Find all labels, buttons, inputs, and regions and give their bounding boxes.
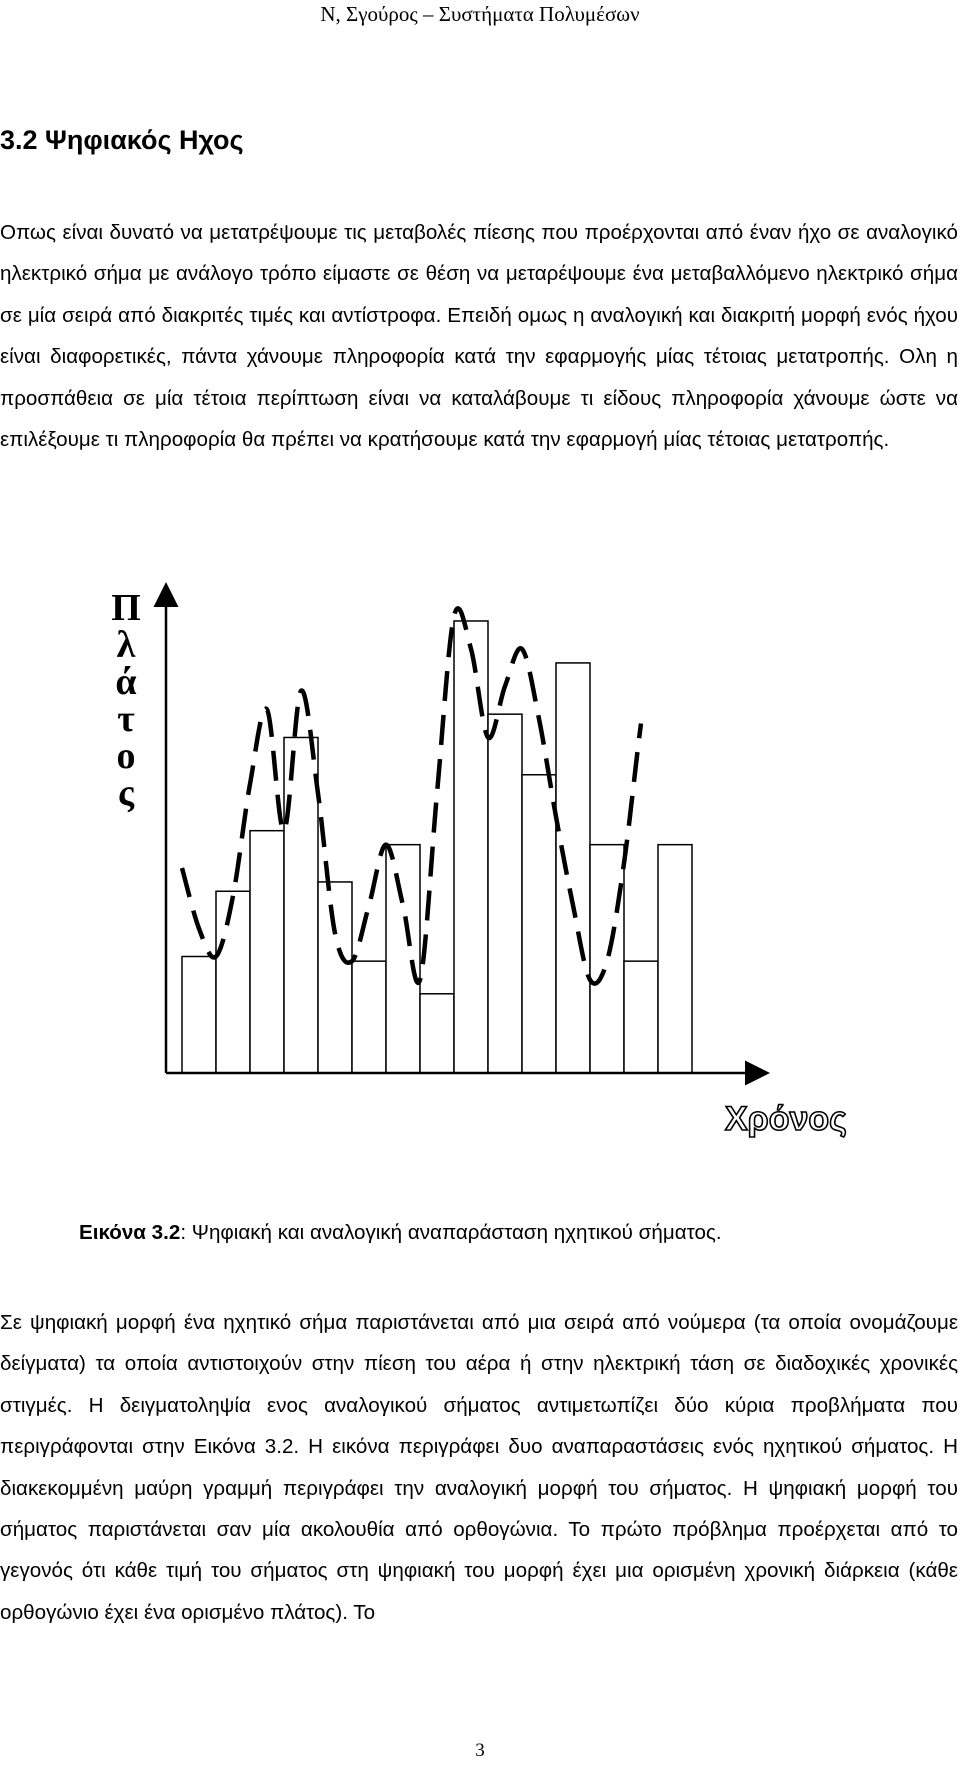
sample-bar-15 <box>658 845 692 1073</box>
sample-bar-2 <box>216 891 250 1073</box>
x-axis-label: Χρόνος <box>725 1100 847 1138</box>
sample-bar-7 <box>386 845 420 1073</box>
sampling-figure <box>0 580 960 1140</box>
caption-text: : Ψηφιακή και αναλογική αναπαράσταση ηχητικού σήματος. <box>180 1221 722 1244</box>
figure-caption <box>79 1221 722 1245</box>
sample-bar-5 <box>318 882 352 1073</box>
sample-bar-14 <box>624 961 658 1073</box>
sample-bar-11 <box>522 775 556 1073</box>
section-heading: 3.2 Ψηφιακός Ηχος <box>0 125 244 155</box>
body-paragraph: Σε ψηφιακή μορφή ένα ηχητικό σήμα παριστάνεται από μια σειρά από νούμερα (τα οποία ονομάζουμε δείγματα) τα οποία αντιστοιχούν στην πίεση του αέρα ή στην ηλεκτρική τάση σε διαδοχικές χρονικές στιγμές. Η δειγματοληψία ενος αναλογικού σήματος αντιμετωπίζει δύο κύρια προβλήματα που περιγράφονται στην Εικόνα 3.2. Η εικόνα περιγράφει δυο αναπαραστάσεις ενός ηχητικού σήματος. Η διακεκομμένη μαύρη γραμμή περιγράφει την αναλογική μορφή του σήματος. Η ψηφιακή μορφή του σήματος παριστάνεται σαν μία ακολουθία από ορθογώνια. Το πρώτο πρόβλημα προέρχεται από το γεγονός ότι κάθε τιμή του σήματος στη ψηφιακή του μορφή έχει μια ορισμένη χρονική διάρκεια (κάθε ορθογώνιο έχει ένα ορισμένο πλάτος). Το <box>0 1311 958 1624</box>
sample-bar-10 <box>488 714 522 1073</box>
sample-bar-6 <box>352 961 386 1073</box>
sample-bar-4 <box>284 737 318 1073</box>
digital-samples <box>182 621 692 1073</box>
y-axis-label: Π λ ά τ ο ς <box>111 587 141 814</box>
sample-bar-13 <box>590 845 624 1073</box>
caption-label: Εικόνα 3.2 <box>79 1221 181 1244</box>
sample-bar-3 <box>250 831 284 1073</box>
intro-paragraph: Οπως είναι δυνατό να μετατρέψουμε τις μεταβολές πίεσης που προέρχονται από έναν ήχο σε αναλογικό ηλεκτρικό σήμα με ανάλογο τρόπο είμαστε σε θέση να μεταρέψουμε ένα μεταβαλλόμενο ηλεκτρικό σήμα σε μία σειρά από διακριτές τιμές και αντίστροφα. Επειδή ομως η αναλογική και διακριτή μορφή ενός ήχου είναι διαφορετικές, πάντα χάνουμε πληροφορία κατά την εφαρμογής μίας τέτοιας μετατροπής. Ολη η προσπάθεια σε μία τέτοια περίπτωση είναι να καταλάβουμε τι είδους πληροφορία χάνουμε ώστε να επιλέξουμε τι πληροφορία θα πρέπει να κρατήσουμε κατά την εφαρμογή μίας τέτοιας μετατροπής. <box>0 221 958 452</box>
running-header: Ν, Σγούρος – Συστήματα Πολυμέσων <box>320 2 640 26</box>
sample-bar-9 <box>454 621 488 1073</box>
sample-bar-12 <box>556 663 590 1073</box>
page-number: 3 <box>475 1740 485 1761</box>
sample-bar-1 <box>182 957 216 1074</box>
sample-bar-8 <box>420 994 454 1073</box>
